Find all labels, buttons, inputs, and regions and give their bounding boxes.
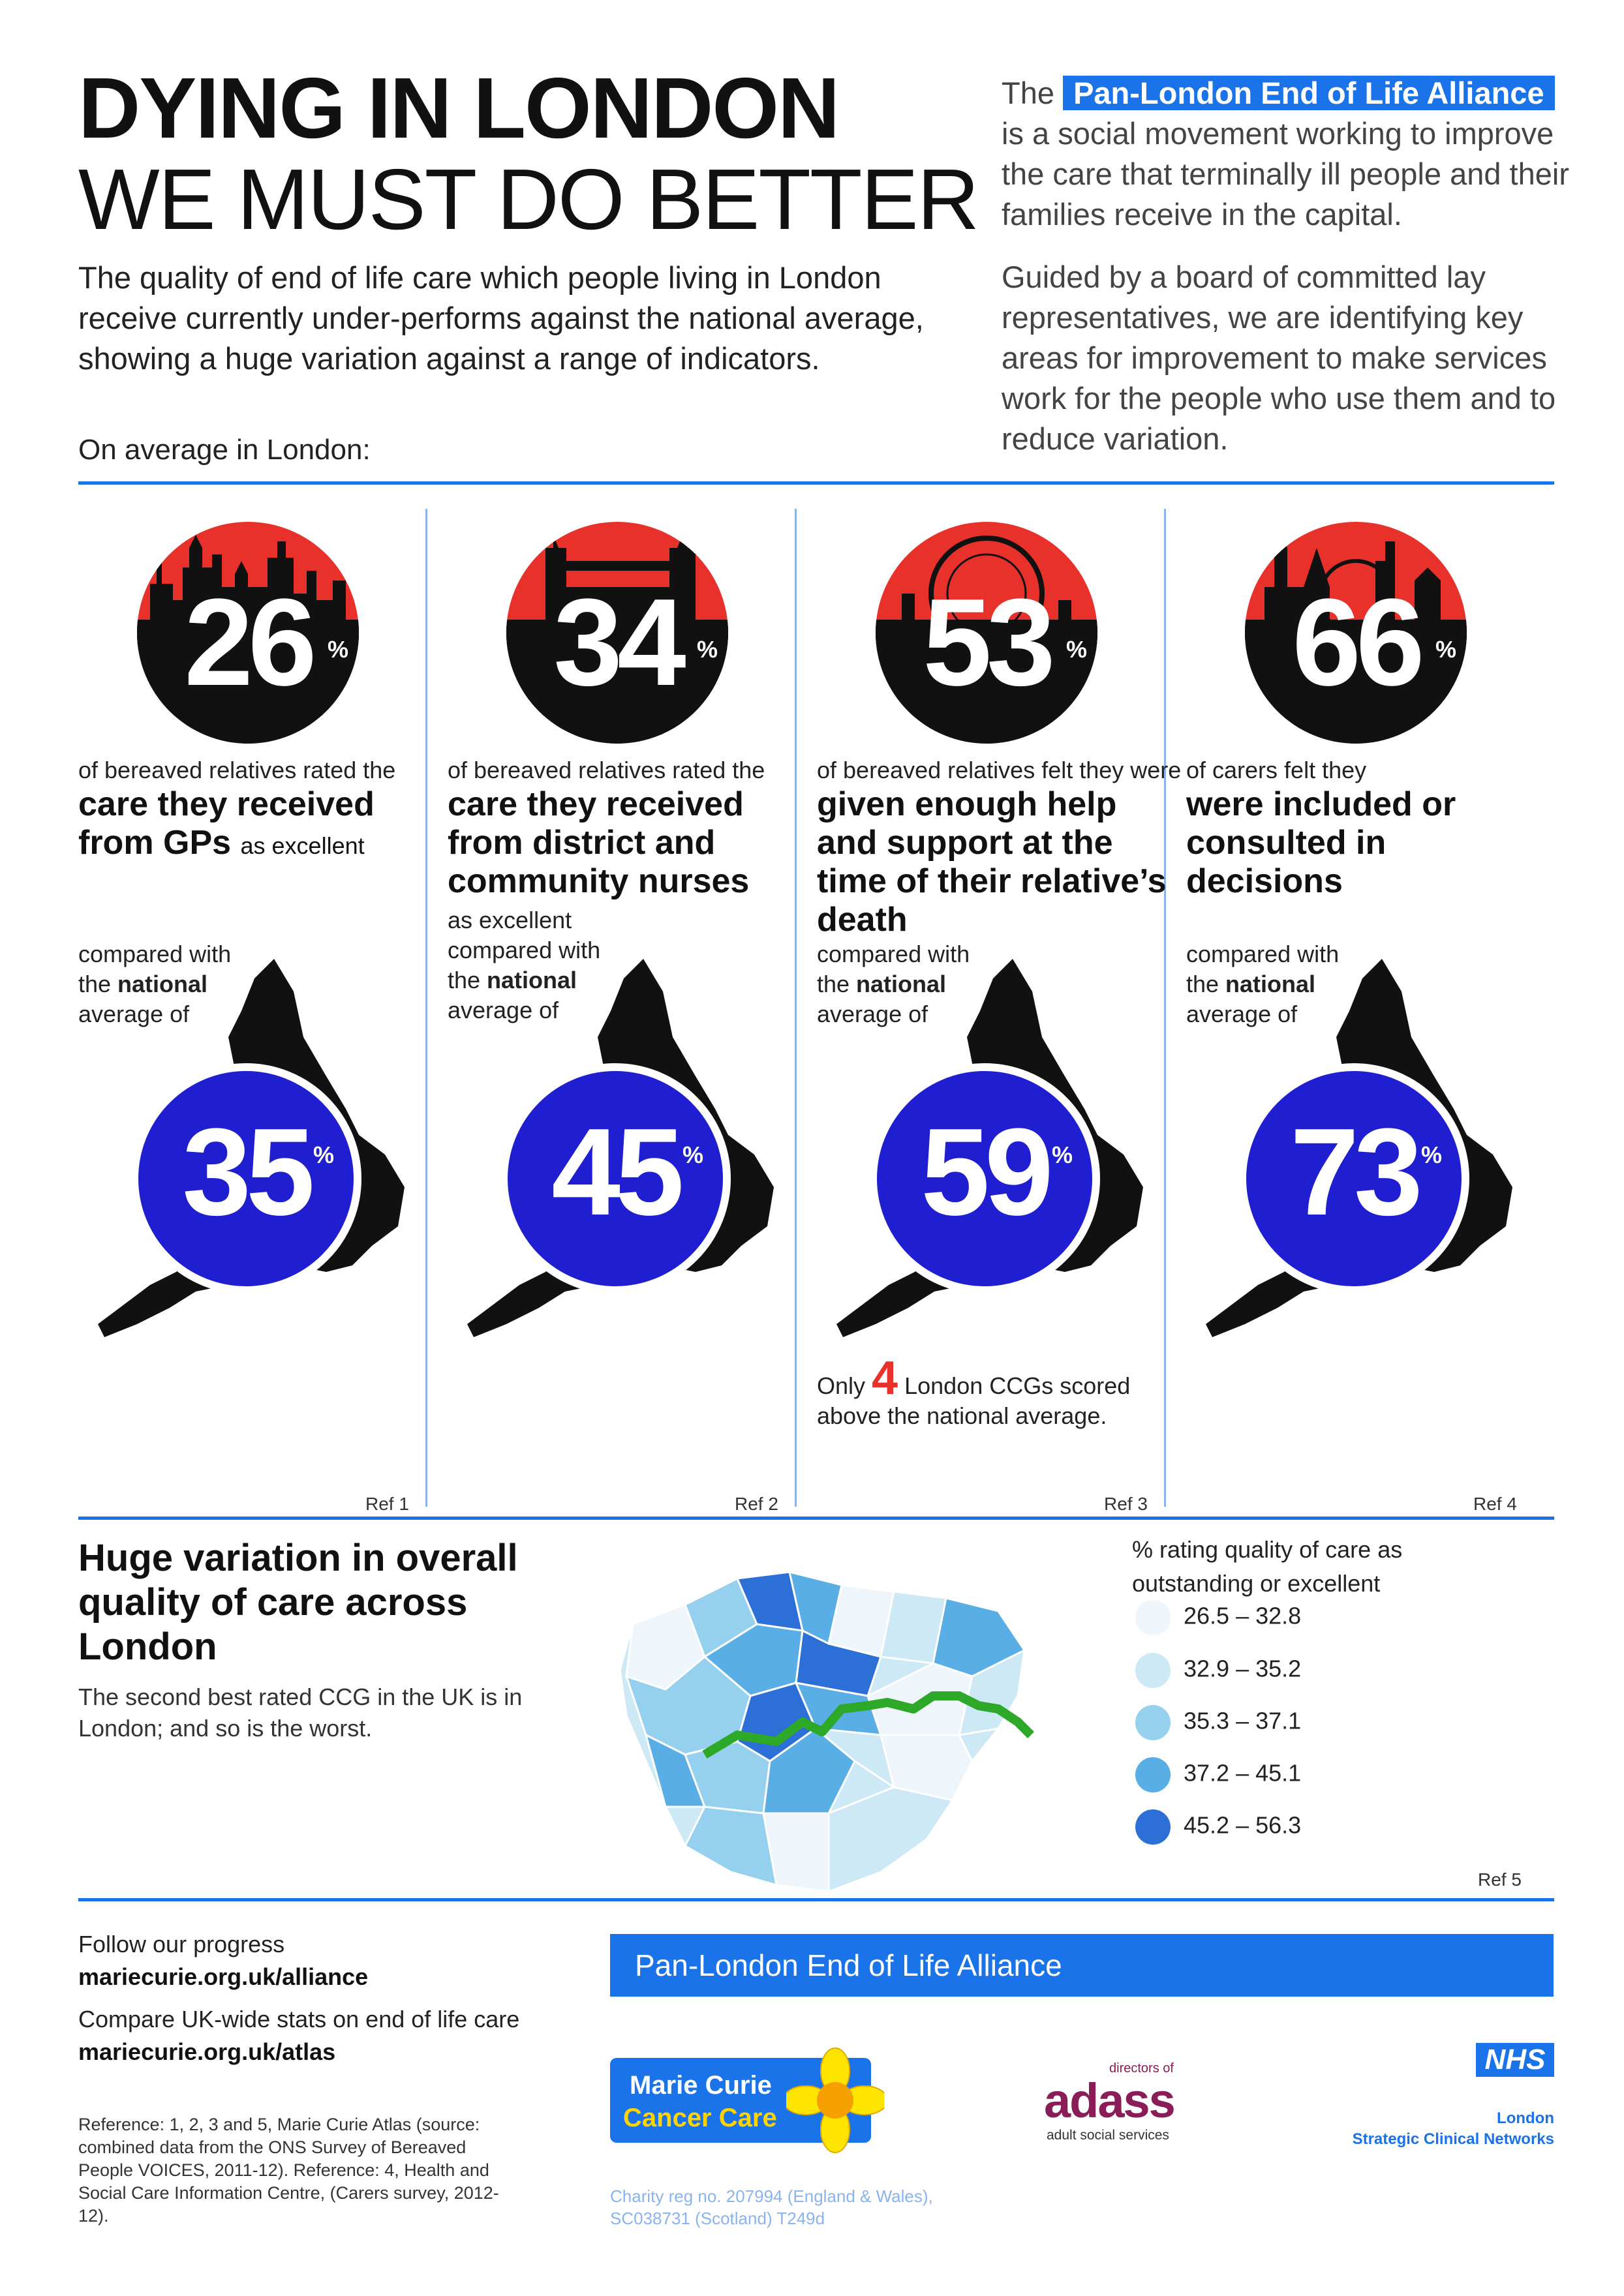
stat-headline: were included or consulted in decisions [1186, 785, 1456, 900]
nhs-network [1240, 2108, 1554, 2150]
on-average-label: On average in London: [78, 434, 371, 466]
national-pre: the [448, 967, 487, 993]
stat-column-gp [78, 522, 444, 1526]
ccg-note-post: London CCGs scored [904, 1372, 1131, 1399]
london-ccg-map [607, 1565, 1037, 1905]
compared-line: compared with [817, 941, 970, 967]
percent-sign: % [1421, 1141, 1443, 1168]
london-value: 53 [923, 573, 1050, 712]
national-pre: the [78, 971, 118, 997]
national-average-circle [500, 1063, 731, 1294]
legend-item [1135, 1600, 1301, 1635]
percent-sign: % [697, 636, 718, 663]
reference-label: Ref 2 [735, 1494, 778, 1514]
ccg-note [817, 1352, 1182, 1431]
alliance-link[interactable]: mariecurie.org.uk/alliance [78, 1963, 369, 1990]
reference-label: Ref 5 [1478, 1869, 1522, 1890]
stat-suffix: as excellent [240, 832, 365, 859]
national-word: national [1225, 971, 1316, 997]
london-skyline-circle [137, 522, 359, 744]
national-pre: the [1186, 971, 1226, 997]
stat-lead: of carers felt they [1186, 757, 1367, 783]
stat-headline: given enough help and support at the time of their relative’s death [817, 785, 1167, 939]
compared-line: compared with [1186, 941, 1340, 967]
average-line: average of [448, 997, 559, 1023]
stat-lead: of bereaved relatives rated the [448, 757, 765, 783]
london-value: 26 [184, 573, 312, 712]
stat-column-carers [1186, 522, 1552, 1526]
adass-sub: adult social services [1047, 2128, 1169, 2143]
legend-swatch [1135, 1757, 1171, 1792]
national-value: 59 [921, 1103, 1049, 1241]
national-average-circle [130, 1063, 361, 1294]
percent-sign: % [1052, 1141, 1073, 1168]
legend-title: % rating quality of care as outstanding or excellent [1132, 1536, 1403, 1597]
reference-label: Ref 1 [365, 1494, 409, 1514]
stat-headline [78, 785, 444, 865]
variation-title: Huge variation in overall quality of care across London [78, 1537, 518, 1668]
marie-curie-logo [610, 2058, 871, 2143]
section-divider [78, 1517, 1554, 1520]
charity-line2: SC038731 (Scotland) T249d [610, 2209, 825, 2228]
reference-label: Ref 4 [1473, 1494, 1517, 1514]
ccg-note-line2: above the national average. [817, 1402, 1107, 1429]
legend-label: 32.9 – 35.2 [1184, 1655, 1302, 1682]
average-line: average of [817, 1001, 928, 1027]
national-word: national [856, 971, 947, 997]
percent-sign: % [1066, 636, 1088, 663]
alliance-guided: Guided by a board of committed lay representatives, we are identifying key areas for improvement to make services work for the people who use them and to reduce variation. [1002, 260, 1556, 456]
stat-bold: care they received from GPs [78, 785, 375, 862]
national-value: 73 [1290, 1103, 1418, 1241]
legend-swatch [1135, 1653, 1171, 1688]
ccg-note-pre: Only [817, 1372, 866, 1399]
percent-sign: % [313, 1141, 335, 1168]
stat-headline: care they received from district and community nurses [448, 785, 750, 900]
adass-logo [1044, 2061, 1214, 2146]
atlas-link[interactable]: mariecurie.org.uk/atlas [78, 2038, 336, 2065]
legend-swatch [1135, 1809, 1171, 1845]
nhs-line2: Strategic Clinical Networks [1352, 2130, 1554, 2148]
charity-info [610, 2185, 1002, 2229]
nhs-line1: London [1497, 2109, 1554, 2127]
alliance-desc: is a social movement working to improve the care that terminally ill people and their families receive in the capital. [1002, 116, 1569, 232]
alliance-description [1002, 73, 1576, 481]
charity-line1: Charity reg no. 207994 (England & Wales), [610, 2186, 933, 2206]
alliance-pre: The [1002, 76, 1054, 110]
stat-lead: of bereaved relatives rated the [78, 757, 396, 783]
marie-curie-line2: Cancer Care [623, 2104, 777, 2132]
legend-item [1135, 1705, 1301, 1740]
compare-label: Compare UK-wide stats on end of life care [78, 2006, 520, 2032]
page-title: DYING IN LONDON [78, 60, 839, 156]
adass-small: directors of [1109, 2061, 1174, 2076]
legend-swatch [1135, 1600, 1171, 1635]
legend-label: 37.2 – 45.1 [1184, 1759, 1302, 1787]
national-word: national [487, 967, 577, 993]
london-skyline-circle [1245, 522, 1467, 744]
adass-wordmark: adass [1044, 2074, 1174, 2128]
stat-column-nurses [448, 522, 813, 1526]
compared-line: compared with [78, 941, 232, 967]
variation-subtitle: The second best rated CCG in the UK is in London; and so is the worst. [78, 1684, 523, 1742]
marie-curie-line1: Marie Curie [630, 2071, 772, 2100]
london-skyline-circle [876, 522, 1097, 744]
follow-label: Follow our progress [78, 1931, 285, 1957]
reference-label: Ref 3 [1104, 1494, 1148, 1514]
national-value: 35 [182, 1103, 310, 1241]
percent-sign: % [682, 1141, 704, 1168]
legend-swatch [1135, 1705, 1171, 1740]
national-value: 45 [551, 1103, 679, 1241]
average-line: average of [78, 1001, 190, 1027]
legend-item [1135, 1757, 1301, 1792]
legend-item [1135, 1653, 1301, 1688]
excellent-line: as excellent [448, 907, 572, 933]
london-value: 66 [1292, 573, 1420, 712]
legend-item [1135, 1809, 1301, 1845]
legend-label: 26.5 – 32.8 [1184, 1602, 1302, 1629]
ccg-note-number: 4 [872, 1352, 898, 1404]
daffodil-icon [786, 2045, 884, 2156]
compared-line: compared with [448, 937, 601, 963]
section-divider [78, 1898, 1554, 1901]
average-line: average of [1186, 1001, 1298, 1027]
section-divider [78, 481, 1554, 485]
percent-sign: % [328, 636, 349, 663]
percent-sign: % [1435, 636, 1457, 663]
intro-text: The quality of end of life care which people living in London receive currently under-performs against the national average, showing a huge variation against a range of indicators. [78, 260, 924, 376]
legend-label: 35.3 – 37.1 [1184, 1707, 1302, 1734]
legend-label: 45.2 – 56.3 [1184, 1811, 1302, 1839]
london-skyline-circle [506, 522, 728, 744]
stat-column-support [817, 522, 1182, 1526]
nhs-logo: NHS [1476, 2043, 1554, 2077]
national-average-circle [869, 1063, 1100, 1294]
page-subtitle: WE MUST DO BETTER [78, 151, 978, 247]
national-word: national [117, 971, 208, 997]
london-value: 34 [553, 573, 681, 712]
stat-lead: of bereaved relatives felt they were [817, 757, 1182, 783]
national-pre: the [817, 971, 857, 997]
alliance-name-highlight: Pan-London End of Life Alliance [1063, 76, 1555, 110]
national-average-circle [1238, 1063, 1469, 1294]
alliance-banner: Pan-London End of Life Alliance [610, 1934, 1554, 1997]
references: Reference: 1, 2, 3 and 5, Marie Curie Atlas (source: combined data from the ONS Survey of Bereaved People VOICES, 2011-12). Reference: 4, Health and Social Care Information Centre, (Carers survey, 2012-12). [78, 2115, 499, 2226]
